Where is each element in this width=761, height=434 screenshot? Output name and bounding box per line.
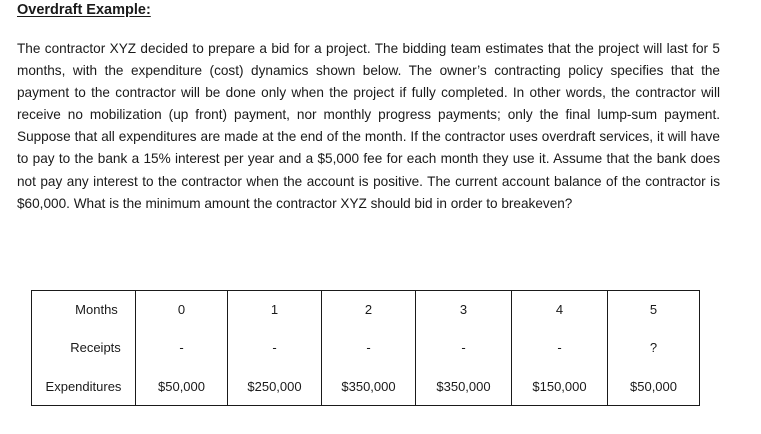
table-cell: - xyxy=(416,327,512,367)
table-cell: $350,000 xyxy=(322,367,416,406)
table-cell: $150,000 xyxy=(512,367,608,406)
table-cell: $50,000 xyxy=(608,367,700,406)
table-cell: 4 xyxy=(512,291,608,328)
cash-flow-table xyxy=(31,290,700,406)
table-cell: - xyxy=(512,327,608,367)
table-row-months xyxy=(32,291,700,328)
table-row-receipts xyxy=(32,327,700,367)
example-heading: Overdraft Example: xyxy=(17,2,151,18)
table-cell: - xyxy=(136,327,228,367)
table-row-expenditures xyxy=(32,367,700,406)
table-cell: 0 xyxy=(136,291,228,328)
problem-statement: The contractor XYZ decided to prepare a bid for a project. The bidding team estimates that the project will last for 5 months, with the expenditure (cost) dynamics shown below. The owner’s contracting policy specifies that the payment to the contractor will be done only when the project if fully completed. In other words, the contractor will receive no mobilization (up front) payment, nor monthly progress payments; only the final lump-sum payment. Suppose that all expenditures are made at the end of the month. If the contractor uses overdraft services, it will have to pay to the bank a 15% interest per year and a $5,000 fee for each month they use it. Assume that the bank does not pay any interest to the contractor when the account is positive. The current account balance of the contractor is $60,000. What is the minimum amount the contractor XYZ should bid in order to breakeven? xyxy=(17,41,720,211)
table-cell: 3 xyxy=(416,291,512,328)
table-cell: - xyxy=(322,327,416,367)
row-header-months: Months xyxy=(32,291,136,328)
table-cell: $50,000 xyxy=(136,367,228,406)
table-cell: $350,000 xyxy=(416,367,512,406)
table-cell: 1 xyxy=(228,291,322,328)
table-cell: - xyxy=(228,327,322,367)
table-cell: $250,000 xyxy=(228,367,322,406)
table-cell: ? xyxy=(608,327,700,367)
table-cell: 5 xyxy=(608,291,700,328)
row-header-expenditures: Expenditures xyxy=(32,367,136,406)
table-cell: 2 xyxy=(322,291,416,328)
row-header-receipts: Receipts xyxy=(32,327,136,367)
